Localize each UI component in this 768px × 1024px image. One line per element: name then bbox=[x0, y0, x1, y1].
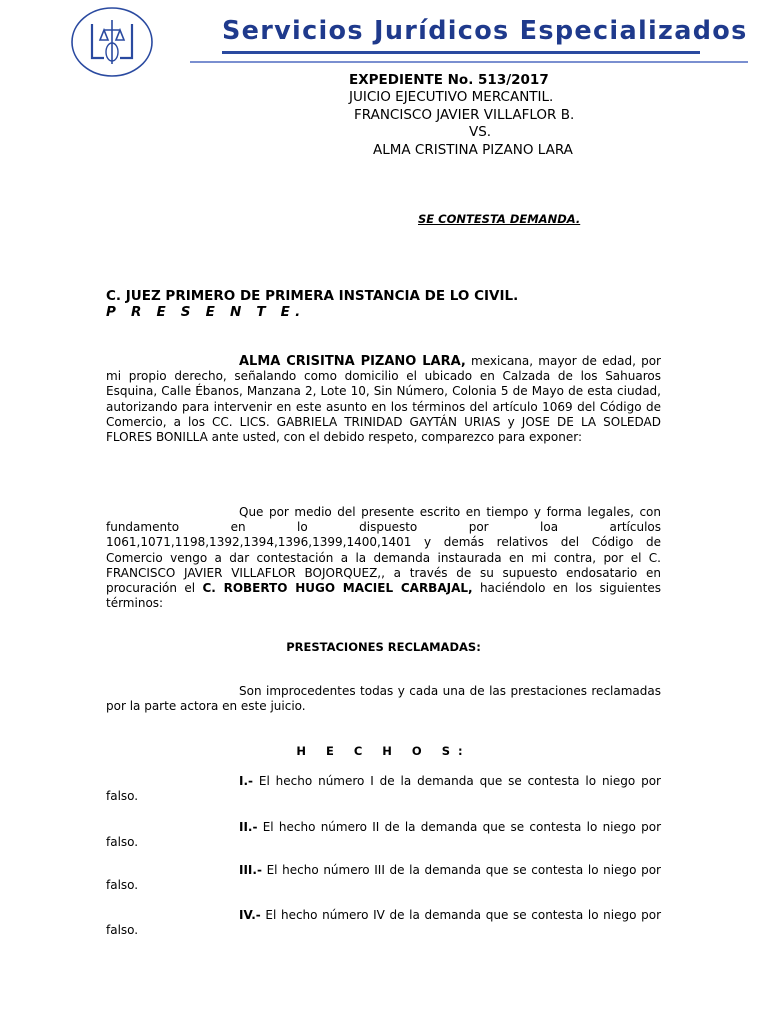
hecho-item bbox=[106, 820, 661, 850]
hecho-text: El hecho número I de la demanda que se contesta lo niego por falso. bbox=[106, 774, 661, 804]
header-rule-secondary bbox=[190, 61, 748, 63]
endorsee-name: C. ROBERTO HUGO MACIEL CARBAJAL, bbox=[202, 581, 473, 596]
hecho-text: El hecho número III de la demanda que se contesta lo niego por falso. bbox=[106, 863, 661, 893]
header-rule bbox=[222, 51, 700, 54]
case-defendant: ALMA CRISTINA PIZANO LARA bbox=[373, 142, 573, 158]
prestaciones-text: Son improcedentes todas y cada una de las prestaciones reclamadas por la parte actora en este juicio. bbox=[106, 684, 661, 714]
hecho-number: II.- bbox=[239, 820, 258, 834]
body-tail: haciéndolo en los siguientes términos: bbox=[106, 581, 661, 611]
addressee-presente: P R E S E N T E. bbox=[106, 304, 306, 320]
document-subject: SE CONTESTA DEMANDA. bbox=[418, 212, 581, 226]
firm-name: Servicios Jurídicos Especializados bbox=[222, 16, 748, 46]
prestaciones-heading: PRESTACIONES RECLAMADAS: bbox=[286, 640, 481, 654]
intro-paragraph bbox=[106, 354, 661, 445]
hecho-number: III.- bbox=[239, 863, 262, 877]
case-versus: VS. bbox=[469, 124, 492, 140]
case-type: JUICIO EJECUTIVO MERCANTIL. bbox=[349, 89, 554, 105]
firm-logo bbox=[70, 6, 154, 78]
scales-of-justice-logo-icon bbox=[70, 6, 154, 78]
hecho-number: I.- bbox=[239, 774, 254, 788]
hecho-item bbox=[106, 863, 661, 893]
prestaciones-paragraph bbox=[106, 684, 661, 714]
case-plaintiff: FRANCISCO JAVIER VILLAFLOR B. bbox=[354, 107, 575, 123]
body-text: Que por medio del presente escrito en tiempo y forma legales, con fundamento en lo dispuesto por loa artículos 1061,1071,1198,1392,1394,1396,1399,1400,1401 y demás relativos del Código de Comercio vengo a dar contestación a la demanda instaurada en mi contra, por el C. FRANCISCO JAVIER VILLAFLOR BOJORQUEZ,, a través de su supuesto endosatario en procuración el bbox=[106, 505, 661, 596]
intro-text: mexicana, mayor de edad, por mi propio derecho, señalando como domicilio el ubicado en Calzada de los Sahuaros Esquina, Calle Ébanos, Manzana 2, Lote 10, Sin Número, Colonia 5 de Mayo de esta ciudad, autorizando para intervenir en este asunto en los términos del artículo 1069 del Código de Comercio, a los CC. LICS. GABRIELA TRINIDAD GAYTÁN URIAS y JOSE DE LA SOLEDAD FLORES BONILLA ante usted, con el debido respeto, comparezco para exponer: bbox=[106, 354, 661, 445]
hecho-text: El hecho número II de la demanda que se contesta lo niego por falso. bbox=[106, 820, 661, 850]
hecho-item bbox=[106, 908, 661, 938]
addressee-judge: C. JUEZ PRIMERO DE PRIMERA INSTANCIA DE LO CIVIL. bbox=[106, 288, 519, 304]
hechos-heading: H E C H O S: bbox=[296, 744, 471, 758]
case-number: EXPEDIENTE No. 513/2017 bbox=[349, 72, 549, 88]
hecho-item bbox=[106, 774, 661, 804]
hecho-number: IV.- bbox=[239, 908, 261, 922]
defendant-name: ALMA CRISITNA PIZANO LARA, bbox=[239, 354, 466, 369]
body-paragraph bbox=[106, 505, 661, 611]
hecho-text: El hecho número IV de la demanda que se contesta lo niego por falso. bbox=[106, 908, 661, 938]
